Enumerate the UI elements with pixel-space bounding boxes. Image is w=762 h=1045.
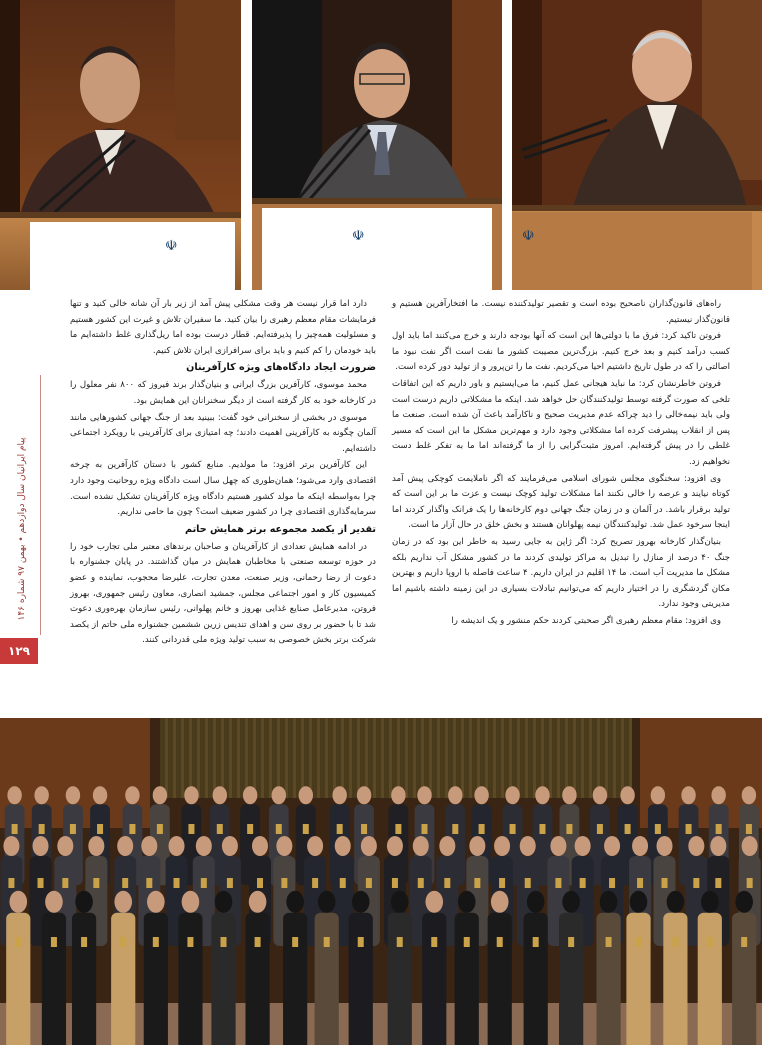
paragraph: این کارآفرین برتر افزود: ما مولدیم. منابع کشور با دستان کارآفرین به چرخه اقتصادی وارد می‌شود؛ همان‌طوری که چهل سال است دادگاه ویژه روحانیت وجود دارد چرا به‌واسطه اینکه ما مولد کشور هستیم دادگاه ویژه کارآفرینان تشکیل نشده است. سرمایه‌گذاری اقتصادی چرا در کشور ضعیف است؟ چون ما حامی نداریم.	[70, 460, 376, 518]
speaker-photo-center	[252, 0, 502, 290]
issue-detail: سال دوازدهم • بهمن ۹۷ شماره ۱۴۶	[17, 483, 27, 621]
speaker-photo-right	[512, 0, 762, 290]
paragraph: وی افزود: مقام معظم رهبری اگر صحبتی کردند حکم منشور و یک اندیشه را	[451, 615, 721, 626]
paragraph: فروتن خاطرنشان کرد: ما نباید هیجانی عمل کنیم، ما می‌ایستیم و باور داریم که این اتفاقات تلخی که صورت گرفته توسط تولیدکنندگان حل خواهد شد. اینکه ما مشکلاتی داریم درست است ولی باید نیمه‌خالی را دید چراکه عدم مدیریت صحیح و ناکارآمد باعث آن شده است. صنعت ما پس از انقلاب پیشرفت کرده اما مشکلاتی وجود دارد و مهم‌ترین مشکل ما این است که مسیر غلطی را در پیش گرفته‌ایم. امروز مثبت‌گرایی را از ما گرفته‌اند اما ما به تفکر غلط دست نخواهیم زد.	[392, 378, 730, 467]
paragraph: بنیان‌گذار کارخانه بهروز تصریح کرد: اگر ژاپن به جایی رسید به خاطر این بود که در زمان جنگ ۴۰ درصد از منازل را تبدیل به مراکز تولیدی کردند ما در کشور مشکل آب نداریم بلکه مشکل ما مدیریت آب است. ما ۱۴ اقلیم در ایران داریم. ۴ ساعت فاصله با اروپا داریم و بهترین مکان گردشگری را در اختیار داریم که می‌توانیم تبادلات بسیاری در این زمینه داشته باشیم اما مدیریتی وجود ندارد.	[392, 536, 730, 610]
paragraph: محمد موسوی، کارآفرین بزرگ ایرانی و بنیان‌گذار برند فیروز که ۸۰۰ نفر معلول را در کارخانه خود به کار گرفته است از دیگر سخنرانان این همایش بود.	[70, 380, 376, 406]
section-heading: ضرورت ایجاد دادگاه‌های ویژه کارآفرینان	[186, 362, 376, 374]
paragraph: موسوی در بخشی از سخنرانی خود گفت: ببینید بعد از جنگ جهانی کشورهایی مانند آلمان چگونه به کارآفرینی اهمیت دادند؛ چه امتیازی برای کارآفرینی با رویکرد اجتماعی داشته‌ایم.	[70, 412, 376, 454]
page-number: ۱۲۹	[0, 638, 38, 664]
paragraph: وی افزود: سخنگوی مجلس شورای اسلامی می‌فرمایند که اگر ناملایمت کوچکی پیش آمد کوتاه نیایند و عرصه را خالی نکنند اما مشکلات تولید کوچک نیست و عزت ما بر این است که تولید برقرار باشد. در آلمان و در زمان جنگ جهانی دوم کارخانه‌ها را یک فرانک واگذار کردند اما اینجا سرخود عمل شد. تولیدکنندگان نیمه پهلوانان هستند و بخش خلق در حال آزار ما است.	[392, 473, 730, 531]
magazine-name: پیام ایرانیان	[17, 437, 27, 481]
paragraph: راه‌های قانون‌گذاران ناصحیح بوده است و تقصیر تولیدکننده نیست. ما افتخارآفرین هستیم و قانون‌گذار نیستیم.	[392, 299, 730, 325]
svg-text:☫: ☫	[352, 228, 365, 244]
svg-text:☫: ☫	[522, 228, 535, 244]
article-column-left	[70, 297, 376, 650]
svg-text:☫: ☫	[165, 238, 178, 254]
running-footer-text	[13, 389, 31, 669]
group-photo	[0, 718, 762, 1045]
speaker-photo-left	[0, 0, 241, 290]
article-column-right	[392, 297, 730, 630]
section-heading: تقدیر از یکصد مجموعه برتر همایش حاتم	[185, 523, 376, 535]
paragraph: در ادامه همایش تعدادی از کارآفرینان و صاحبان برندهای معتبر ملی تجارب خود را در حوزه توسعه صنعتی با مخاطبان همایش در میان گذاشتند. در پایان جشنواره با دعوت از رضا رحمانی، وزیر صنعت، معدن تجارت، علیرضا محجوب، نماینده و عضو کمیسیون کار و امور اجتماعی مجلس، جمشید انصاری، معاون رئیس جمهوری، بهروز فروتن، مدیرعامل صنایع غذایی بهروز و خانم پهلوانی، رئیس سازمان بهره‌وری دعوت شد تا با حضور بر روی سن و اهدای تندیس زرین ششمین جشنواره ملی حاتم از یکصد شرکت برتر بخش خصوصی به سبب تولید ویژه ملی قدردانی کنند.	[70, 541, 376, 646]
paragraph: فروتن تاکید کرد: فرق ما با دولتی‌ها این است که آنها بودجه دارند و خرج می‌کنند اما باید اول کسب درآمد کنیم و بعد خرج کنیم. بزرگ‌ترین مصیبت کشور ما نفت است اگر نفت نبود ما اصالتی را که در طول تاریخ داشتیم احیا می‌کردیم. نفت ما را تن‌پرور و از تولید دور کرده است.	[392, 331, 730, 373]
paragraph: دارد اما قرار نیست هر وقت مشکلی پیش آمد از زیر بار آن شانه خالی کنید و تنها فرمایشات مقام معظم رهبری را بیان کنید. ما سفیران تلاش و غیرت این کشور هستیم و مسئولیت همه‌چیز را پذیرفته‌ایم. قطار درست بوده اما ریل‌گذاری غلط داشته‌ایم ما باید خودمان را کم کنیم و باید برای سرافرازی ایران تلاش کنیم.	[70, 299, 376, 356]
